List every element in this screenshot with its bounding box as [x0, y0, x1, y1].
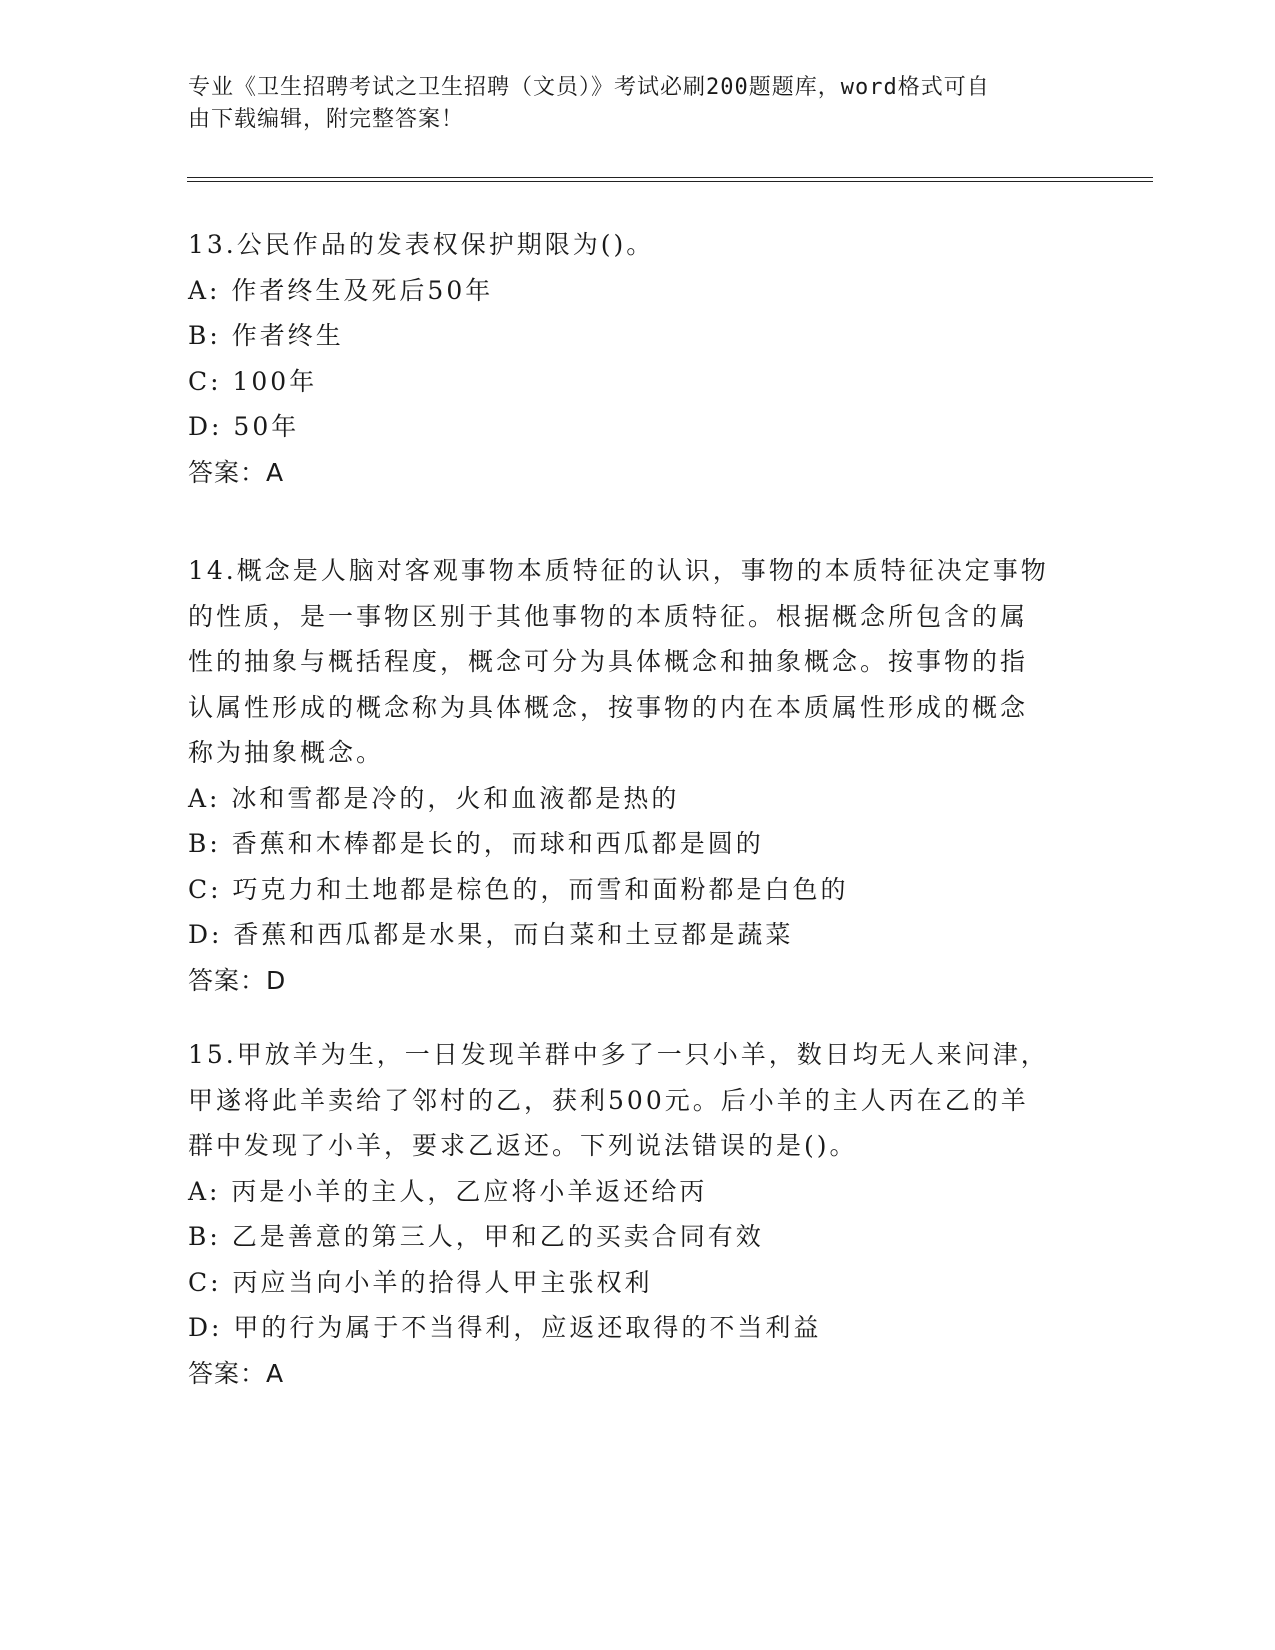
question-13 — [188, 222, 1088, 495]
question-stem-line: 性的抽象与概括程度，概念可分为具体概念和抽象概念。按事物的指 — [188, 647, 1029, 676]
header-divider — [187, 177, 1153, 182]
question-stem-line: 群中发现了小羊，要求乙返还。下列说法错误的是()。 — [188, 1131, 858, 1160]
intro-line-2: 由下载编辑，附完整答案！ — [188, 107, 465, 132]
question-stem-line: 14.概念是人脑对客观事物本质特征的认识，事物的本质特征决定事物 — [188, 556, 1049, 585]
option-c: C: 100年 — [188, 366, 318, 396]
option-a: A: 作者终生及死后50年 — [188, 275, 494, 305]
option-d: D: 香蕉和西瓜都是水果，而白菜和土豆都是蔬菜 — [188, 920, 794, 949]
question-stem-line: 13.公民作品的发表权保护期限为()。 — [188, 230, 655, 259]
question-stem-line: 认属性形成的概念称为具体概念，按事物的内在本质属性形成的概念 — [188, 692, 1029, 722]
answer-line: 答案：A — [188, 457, 285, 487]
option-c: C: 丙应当向小羊的拾得人甲主张权利 — [188, 1267, 653, 1297]
option-d: D: 甲的行为属于不当得利，应返还取得的不当利益 — [188, 1313, 822, 1342]
question-stem-line: 的性质，是一事物区别于其他事物的本质特征。根据概念所包含的属 — [188, 601, 1029, 631]
option-a: A: 丙是小羊的主人，乙应将小羊返还给丙 — [188, 1176, 708, 1206]
answer-line: 答案：D — [188, 965, 287, 995]
question-stem-line: 15.甲放羊为生，一日发现羊群中多了一只小羊，数日均无人来问津， — [188, 1040, 1049, 1069]
question-stem-line: 甲遂将此羊卖给了邻村的乙，获利500元。后小羊的主人丙在乙的羊 — [188, 1085, 1029, 1115]
option-d: D: 50年 — [188, 412, 300, 441]
option-b: B: 乙是善意的第三人，甲和乙的买卖合同有效 — [188, 1222, 764, 1251]
option-c: C: 巧克力和土地都是棕色的，而雪和面粉都是白色的 — [188, 874, 849, 904]
option-b: B: 香蕉和木棒都是长的，而球和西瓜都是圆的 — [188, 829, 764, 858]
question-15 — [188, 1032, 1088, 1396]
question-stem-line: 称为抽象概念。 — [188, 738, 385, 767]
intro-line-1: 专业《卫生招聘考试之卫生招聘（文员）》考试必刷200题题库，word格式可自 — [188, 75, 990, 100]
option-b: B: 作者终生 — [188, 321, 344, 350]
document-intro — [188, 72, 1068, 136]
question-14 — [188, 548, 1088, 1003]
option-a: A: 冰和雪都是冷的，火和血液都是热的 — [188, 783, 680, 813]
answer-line: 答案：A — [188, 1358, 285, 1388]
